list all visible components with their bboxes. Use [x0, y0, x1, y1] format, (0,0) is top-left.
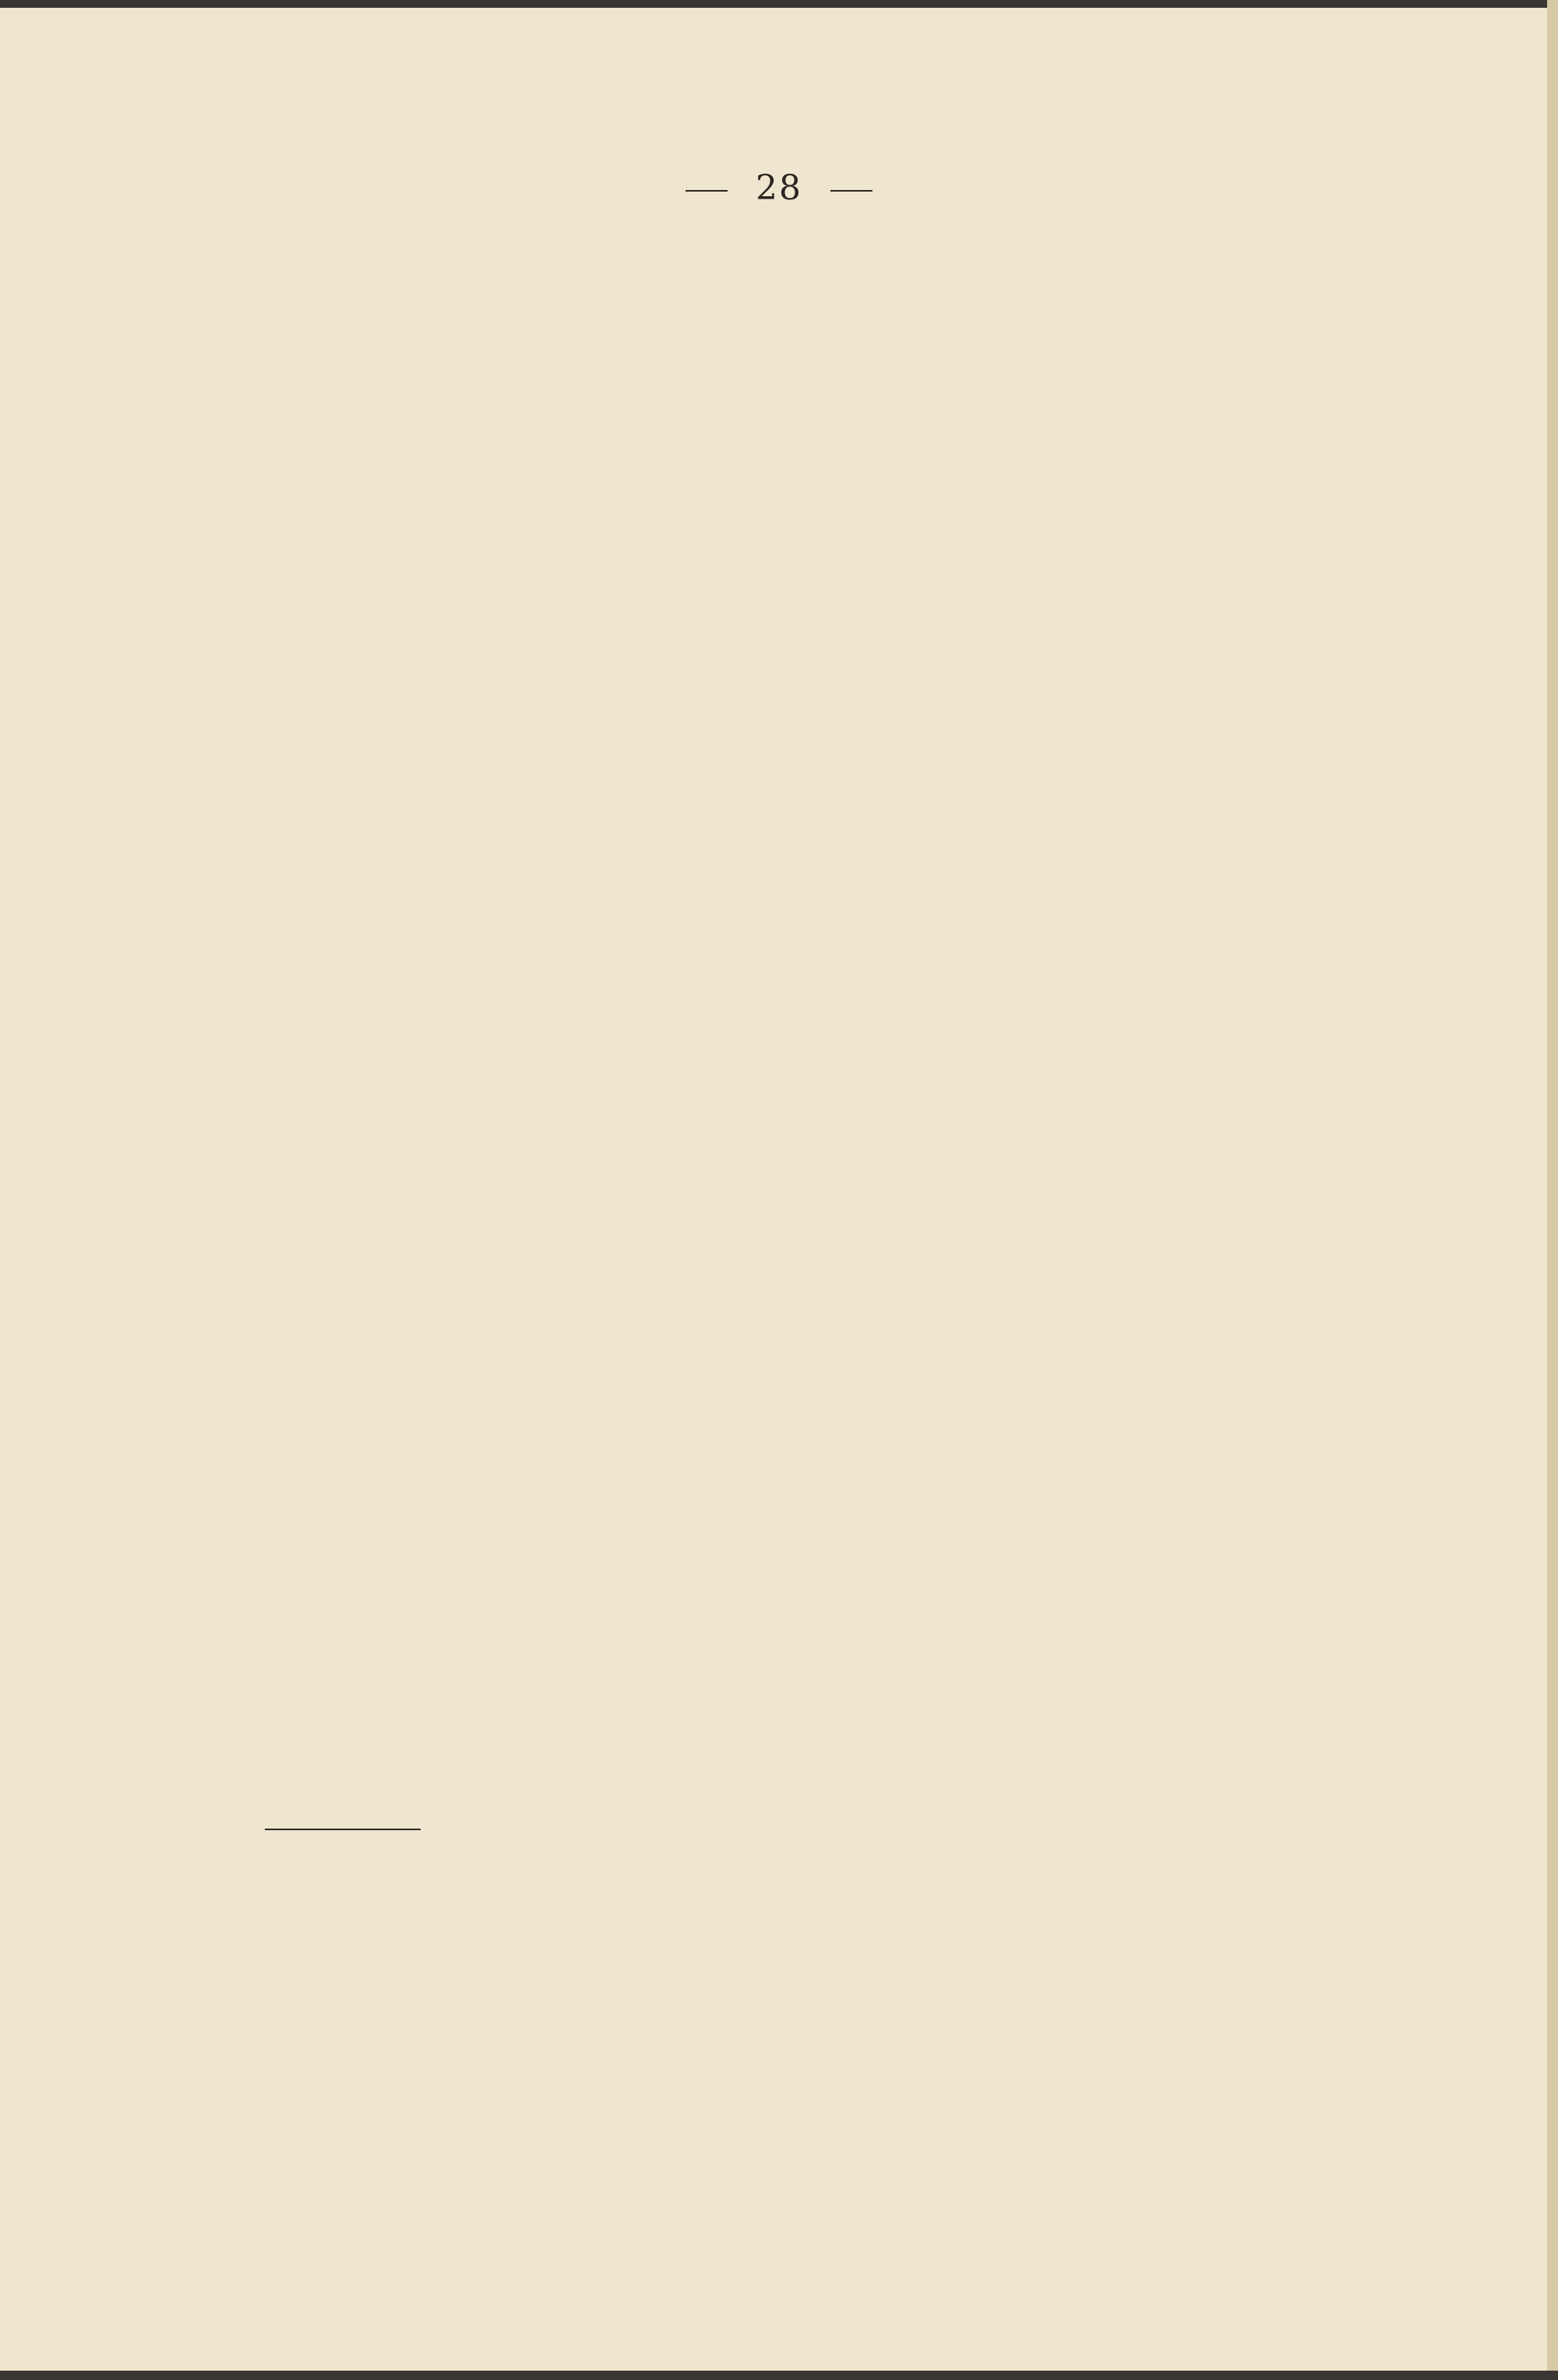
- page-number: 28: [756, 168, 802, 208]
- dash-left: [686, 190, 728, 192]
- top-edge: [0, 0, 1558, 8]
- footnote-rule: [265, 1829, 421, 1830]
- dash-right: [830, 190, 872, 192]
- page-number-line: [0, 168, 1558, 208]
- right-edge: [1547, 0, 1558, 2380]
- body-text: [265, 241, 1355, 2142]
- bottom-edge: [0, 2371, 1558, 2380]
